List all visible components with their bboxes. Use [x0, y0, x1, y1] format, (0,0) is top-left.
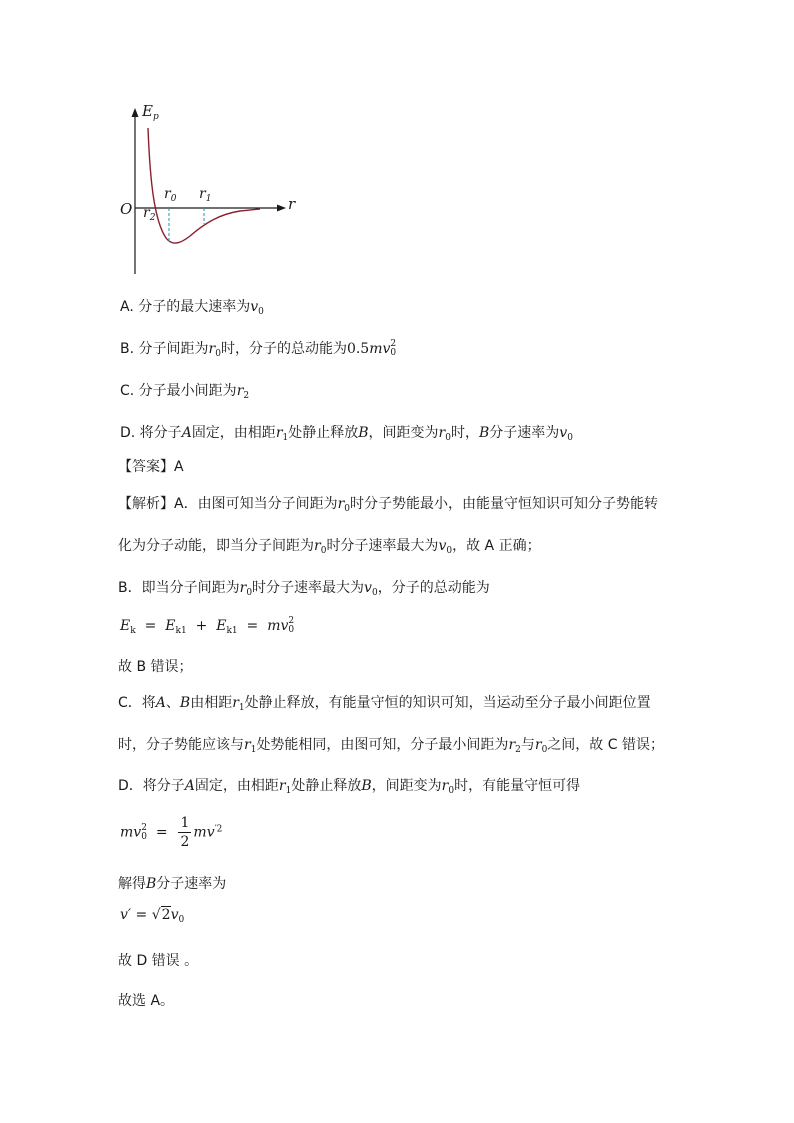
analysis-p5c: 由相距 [190, 695, 233, 711]
eq2-m2: m [193, 824, 207, 841]
eq1-Ek-sub: k [130, 626, 136, 636]
eq2-v2: v [206, 824, 215, 841]
option-d-v-sub: 0 [567, 433, 573, 443]
option-b-r-sub: 0 [215, 349, 221, 359]
analysis-line-10: 故选 A。 [118, 993, 175, 1009]
option-d-text-6: 分子速率为 [489, 425, 560, 441]
r2-label [143, 205, 155, 221]
eq2-numerator: 1 [180, 815, 190, 831]
analysis-p7a: D．将分子 [118, 778, 185, 794]
option-d-text-5: 时， [450, 425, 479, 441]
option-b-text: B. 分子间距为 [120, 341, 209, 357]
option-b-coef: 0.5 [346, 341, 370, 357]
r2-symbol: r [143, 205, 150, 221]
analysis-line-4: 故 B 错误； [118, 659, 193, 675]
eq3-sqrt-arg: 2 [161, 907, 171, 923]
option-c-text: C. 分子最小间距为 [120, 383, 237, 399]
analysis-line-3: B．即当分子间距为$r_0$时分子速率最大为$v_0$，分子的总动能为 [118, 580, 490, 598]
analysis-line-9: 故 D 错误 。 [118, 953, 199, 969]
eq1-v-sub: 0 [288, 625, 295, 635]
eq3-v0: v [170, 907, 179, 923]
option-d-r1-sub: 1 [282, 433, 289, 443]
analysis-line-6: 时，分子势能应该与$r_1$处势能相同，由图可知，分子最小间距为$r_2$与$r_0$之间，故 C 错误； [118, 737, 664, 755]
analysis-p3c: ，分子的总动能为 [377, 580, 490, 596]
y-axis-symbol: E [142, 102, 153, 120]
y-axis-label [142, 102, 159, 120]
option-d-B: B [358, 425, 369, 441]
analysis-p7-A: A [184, 778, 195, 794]
analysis-p7b: 固定，由相距 [194, 778, 279, 794]
option-b-v-sup: 2 [390, 339, 397, 349]
analysis-p1b: 时分子势能最小，由能量守恒知识可知分子势能转 [350, 496, 659, 512]
eq2-v2-sup: ′2 [214, 824, 223, 835]
analysis-p2a: 化为分子动能，即当分子间距为 [118, 538, 314, 554]
eq1-E2-sub: k1 [226, 626, 238, 636]
analysis-p5a: C．将 [118, 695, 156, 711]
analysis-p7d: ，间距变为 [371, 778, 442, 794]
origin-label: O [120, 200, 133, 218]
option-a-v-sub: 0 [258, 307, 264, 317]
analysis-line-8 [118, 873, 226, 893]
eq3-v: v′ [120, 907, 132, 923]
r0-label [164, 186, 176, 202]
eq2-v-sup: 2 [141, 822, 147, 833]
analysis-p2b: 时分子速率最大为 [326, 538, 439, 554]
answer-value: A [174, 459, 184, 475]
eq2-equals: = [155, 824, 168, 841]
eq2-v-sub: 0 [141, 831, 147, 842]
option-b-mid: 时，分子的总动能为 [220, 341, 347, 357]
analysis-p7e: 时，有能量守恒可得 [454, 778, 581, 794]
x-axis-arrow [277, 205, 286, 212]
option-d [120, 422, 573, 442]
analysis-line-1: 【解析】A．由图可知当分子间距为$r_0$时分子势能最小，由能量守恒知识可知分子势能转 [118, 496, 659, 514]
option-c-r: r [236, 383, 244, 399]
option-d-text-3: 处静止释放 [288, 425, 359, 441]
analysis-p5d: 处静止释放，有能量守恒的知识可知，当运动至分子最小间距位置 [244, 695, 651, 711]
option-d-text-1: D. 将分子 [120, 425, 182, 441]
option-d-text-2: 固定，由相距 [191, 425, 276, 441]
analysis-line-7: D．将分子A固定，由相距$r_1$处静止释放B，间距变为$r_0$时，有能量守恒可得 [118, 778, 581, 796]
analysis-p3a: B．即当分子间距为 [118, 580, 240, 596]
eq1-m: m [267, 618, 281, 634]
answer-line [118, 456, 184, 476]
eq1-equals-2: = [246, 618, 259, 634]
r0-subscript: 0 [170, 194, 177, 204]
analysis-p8-B: B [146, 876, 157, 892]
option-a-text: A. 分子的最大速率为 [120, 299, 251, 315]
eq3-v0-sub: 0 [178, 915, 185, 925]
eq1-E1-sub: k1 [175, 626, 187, 636]
option-d-v: v [559, 425, 568, 441]
analysis-p5b: 、 [165, 695, 180, 711]
analysis-p5-B: B [179, 695, 191, 711]
r1-subscript: 1 [205, 194, 212, 204]
option-d-A: A [181, 425, 192, 441]
analysis-label: 【解析】 [118, 496, 174, 512]
analysis-p3b: 时分子速率最大为 [252, 580, 365, 596]
y-axis-subscript: p [152, 112, 159, 122]
eq1-Ek: E [120, 618, 131, 634]
option-c-r-sub: 2 [243, 391, 250, 401]
eq1-v: v [280, 618, 289, 634]
eq2-m: m [120, 824, 134, 841]
analysis-p6c: 与 [520, 737, 535, 753]
analysis-p8b: 分子速率为 [156, 876, 227, 892]
eq2-denominator: 2 [180, 834, 190, 850]
option-c [120, 380, 249, 400]
option-d-r0: r [438, 425, 446, 441]
r2-subscript: 2 [149, 213, 156, 223]
equation-result [120, 907, 184, 923]
analysis-p7c: 处静止释放 [291, 778, 362, 794]
analysis-p2c: ，故 A 正确； [452, 538, 541, 554]
analysis-line-5: C．将A、B由相距$r_1$处静止释放，有能量守恒的知识可知，当运动至分子最小间距位置 [118, 695, 651, 713]
option-d-text-4: ，间距变为 [368, 425, 439, 441]
analysis-p7-B: B [361, 778, 372, 794]
option-b-r: r [208, 341, 216, 357]
analysis-p1a: A．由图可知当分子间距为 [174, 496, 338, 512]
eq1-plus: + [195, 618, 208, 634]
eq2-v: v [133, 824, 142, 841]
equation-energy-conservation [120, 814, 222, 851]
eq1-equals: = [144, 618, 157, 634]
eq2-fraction [178, 814, 191, 851]
r1-symbol: r [199, 186, 206, 202]
analysis-p6b: 处势能相同，由图可知，分子最小间距为 [256, 737, 509, 753]
y-axis-arrow [132, 108, 139, 117]
analysis-p6a: 时，分子势能应该与 [118, 737, 244, 753]
option-d-r0-sub: 0 [445, 433, 451, 443]
x-axis-label: r [288, 195, 296, 213]
sqrt-symbol: √ [151, 907, 161, 923]
r0-symbol: r [164, 186, 171, 202]
eq3-equals: = [135, 907, 148, 923]
analysis-p5-A: A [155, 695, 166, 711]
eq1-v-sup: 2 [288, 616, 295, 626]
option-b-m: m [369, 341, 383, 357]
analysis-p6d: 之间，故 C 错误； [547, 737, 664, 753]
answer-label: 【答案】 [118, 459, 174, 475]
option-d-r1: r [275, 425, 283, 441]
analysis-p8a: 解得 [118, 876, 146, 892]
option-a [120, 296, 264, 316]
eq1-E1: E [165, 618, 176, 634]
option-a-v: v [250, 299, 259, 315]
option-b-v-sub: 0 [390, 348, 397, 358]
eq1-E2: E [216, 618, 227, 634]
equation-kinetic-energy [120, 617, 294, 635]
option-d-B2: B [478, 425, 490, 441]
option-b-v: v [382, 341, 391, 357]
r1-label [199, 186, 211, 202]
option-b [120, 338, 396, 358]
analysis-line-2: 化为分子动能，即当分子间距为$r_0$时分子速率最大为$v_0$，故 A 正确； [118, 538, 541, 556]
